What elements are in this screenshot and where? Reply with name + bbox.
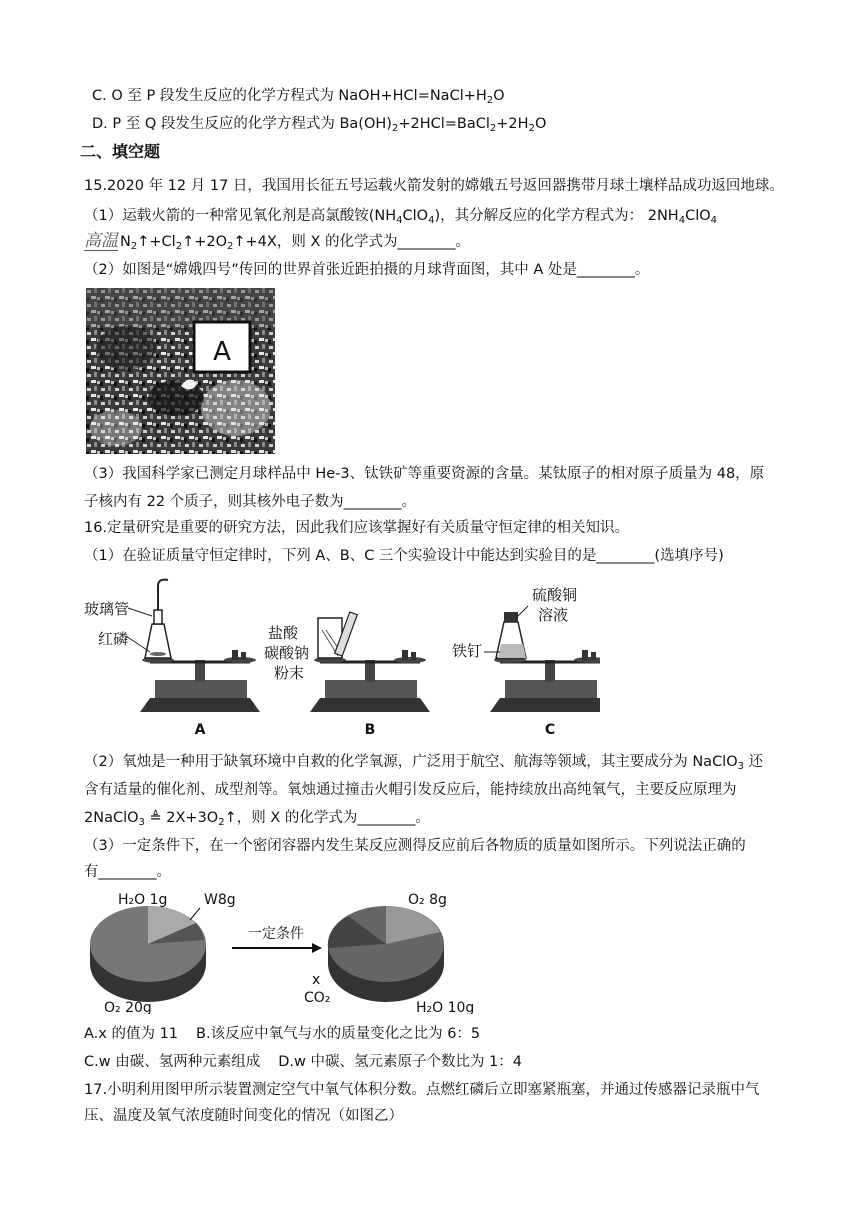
- q15-intro: 15.2020 年 12 月 17 日，我国用长征五号运载火箭发射的嫦娥五号返回器携带月球土壤样品成功返回地球。: [84, 178, 784, 194]
- q16-part2-line1: （2）氧烛是一种用于缺氧环境中自救的化学氧源，广泛用于航空、航海等领域，其主要成分为 NaClO$_3$ 还: [84, 754, 764, 772]
- q16-part3-line2: 有________。: [84, 864, 171, 880]
- pie-after: [304, 892, 474, 1014]
- option-c2: C.w 由碳、氢两种元素组成: [84, 1054, 261, 1070]
- label-h2o-1g: H₂O 1g: [118, 892, 168, 908]
- label-h2o-10g: H₂O 10g: [416, 1000, 475, 1014]
- q15-part1: （1）运载火箭的一种常见氧化剂是高氯酸铵$(NH_4ClO_4)$，其分解反应的化学方程式为： $2NH_4ClO_4$: [84, 208, 718, 226]
- label-o2-20g: O₂ 20g: [104, 1000, 152, 1014]
- balance-b: [264, 612, 430, 738]
- label-copper-sulfate: 硫酸铜: [532, 586, 578, 604]
- label-red-phosphorus: 红磷: [98, 630, 129, 648]
- balance-experiments-figure: [80, 574, 600, 740]
- q17-line1: 17.小明利用图甲所示装置测定空气中氧气体积分数。点燃红磷后立即塞紧瓶塞，并通过传感器记录瓶中气: [84, 1082, 760, 1098]
- q16-part2-line3: 2NaClO$_3$ ≜ $2X+3O_2↑$，则 X 的化学式为________。: [84, 810, 430, 828]
- label-solution: 溶液: [538, 606, 569, 624]
- q16-part3-line1: （3）一定条件下，在一个密闭容器内发生某反应测得反应前后各物质的质量如图所示。下列说法正确的: [84, 838, 746, 854]
- caption-c: C: [544, 722, 556, 738]
- moon-photo: [86, 288, 275, 454]
- q15-part3-line2: 子核内有 22 个质子，则其核外电子数为________。: [84, 494, 417, 510]
- option-c: C. O 至 P 段发生反应的化学方程式为 $NaOH+HCl=NaCl+H_2O$: [92, 88, 505, 106]
- arrow-condition-label: 一定条件: [248, 926, 304, 942]
- caption-b: B: [364, 722, 376, 738]
- q16-intro: 16.定量研究是重要的研究方法，因此我们应该掌握好有关质量守恒定律的相关知识。: [84, 520, 630, 536]
- label-powder: 粉末: [274, 664, 305, 682]
- q16-options-ab: [84, 1024, 780, 1044]
- label-iron-nail: 铁钉: [452, 642, 483, 660]
- q15-part3-line1: （3）我国科学家已测定月球样品中 He-3、钛铁矿等重要资源的含量。某钛原子的相对原子质量为 48，原: [84, 466, 765, 482]
- label-glass-tube: 玻璃管: [84, 600, 130, 618]
- option-b: B.该反应中氧气与水的质量变化之比为 6：5: [196, 1026, 481, 1042]
- label-w-8g: W8g: [204, 892, 236, 908]
- high-temp-condition: 高温: [84, 231, 118, 251]
- moon-label-a: A: [213, 337, 231, 367]
- q15-part2: （2）如图是“嫦娥四号”传回的世界首张近距拍摄的月球背面图，其中 A 处是________。: [84, 262, 650, 278]
- q15-equation: 高温 $N_2↑+Cl_2↑+2O_2↑+4X$，则 X 的化学式为________。: [84, 231, 470, 252]
- q16-part2-line2: 含有适量的催化剂、成型剂等。氧烛通过撞击火帽引发反应后，能持续放出高纯氧气，主要反应原理为: [84, 782, 737, 798]
- label-x: x: [312, 972, 321, 988]
- option-d2: D.w 中碳、氢元素原子个数比为 1：4: [278, 1054, 523, 1070]
- q16-options-cd: [84, 1052, 780, 1072]
- q16-part1: （1）在验证质量守恒定律时，下列 A、B、C 三个实验设计中能达到实验目的是________(选填序号): [84, 548, 724, 564]
- balance-a: [84, 580, 260, 738]
- q17-line2: 压、温度及氧气浓度随时间变化的情况（如图乙）: [84, 1108, 403, 1124]
- reaction-arrow: [232, 926, 322, 953]
- label-co2: CO₂: [304, 990, 331, 1006]
- section-heading: 二、填空题: [80, 142, 161, 161]
- mass-pie-figure: [86, 888, 496, 1014]
- label-sodium-carbonate: 碳酸钠: [264, 644, 310, 662]
- option-d: D. P 至 Q 段发生反应的化学方程式为 $Ba(OH)_2+2HCl=BaCl_2+2H_2O$: [92, 116, 547, 134]
- label-o2-8g: O₂ 8g: [408, 892, 447, 908]
- label-hcl: 盐酸: [268, 624, 299, 642]
- caption-a: A: [194, 722, 206, 738]
- pie-before: [90, 892, 236, 1014]
- balance-c: [452, 586, 600, 738]
- option-a: A.x 的值为 11: [84, 1026, 179, 1042]
